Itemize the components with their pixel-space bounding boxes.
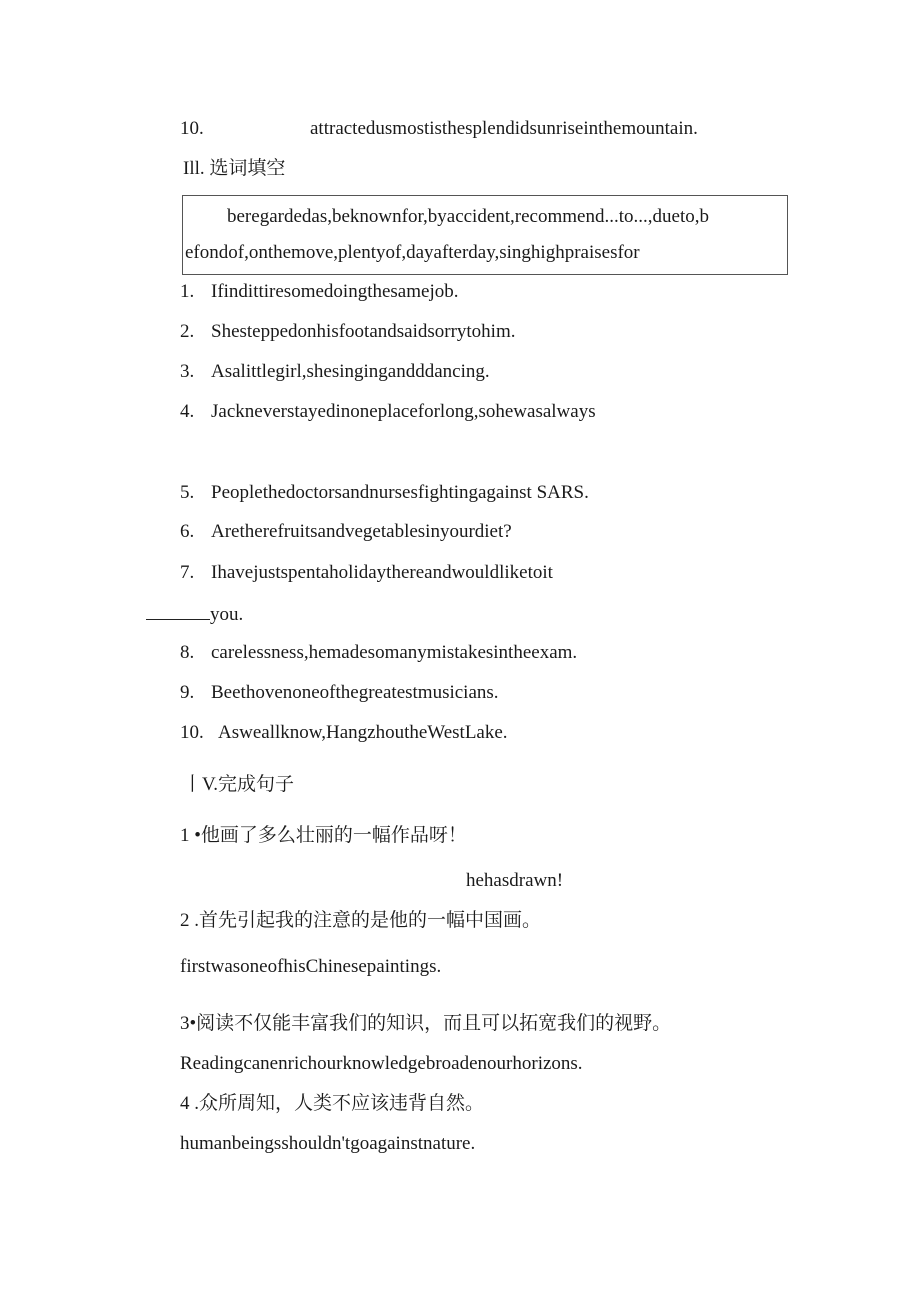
list-item — [180, 681, 499, 705]
item-text: Shesteppedonhisfootandsaidsorrytohim. — [211, 321, 516, 342]
en-sentence: Readingcanenrichourknowledgebroadenourhorizons. — [180, 1053, 583, 1074]
section-heading-3: Ill. 选词填空 — [183, 158, 286, 179]
item-7-continuation — [146, 601, 243, 627]
item-text: carelessness,hemadesomanymistakesintheexam. — [211, 642, 578, 663]
item-number: 3. — [180, 361, 195, 382]
item-text: you. — [210, 604, 244, 625]
list-item — [180, 360, 490, 384]
item-number: 10. — [180, 722, 204, 743]
word-bank-box — [182, 195, 788, 275]
section-heading-4: 丨V.完成句子 — [183, 774, 295, 795]
en-sentence: firstwasoneofhisChinesepaintings. — [180, 956, 442, 977]
list-item — [180, 320, 516, 344]
en-sentence: hehasdrawn! — [466, 870, 564, 891]
item-number: 5. — [180, 482, 195, 503]
item-text: Asalittlegirl,shesingingandddancing. — [211, 361, 490, 382]
list-item — [180, 561, 553, 585]
item-number: 2. — [180, 321, 195, 342]
item-number: 1. — [180, 281, 195, 302]
item-text: Beethovenoneofthegreatestmusicians. — [211, 682, 499, 703]
item-text: Ifindittiresomedoingthesamejob. — [211, 281, 459, 302]
word-bank-line-2: efondof,onthemove,plentyof,dayafterday,singhighpraisesfor — [185, 242, 640, 263]
answer-blank — [146, 601, 210, 620]
prev-item-10 — [180, 117, 204, 141]
word-bank-line-1: beregardedas,beknownfor,byaccident,recommend...to...,dueto,b — [227, 206, 709, 227]
item-number: 7. — [180, 562, 195, 583]
cn-sentence: 1 •他画了多么壮丽的一幅作品呀！ — [180, 825, 467, 846]
prev-item-10-text: attractedusmostisthesplendidsunriseinthemountain. — [310, 118, 698, 139]
item-number: 9. — [180, 682, 195, 703]
item-text: Aretherefruitsandvegetablesinyourdiet? — [211, 521, 512, 542]
item-text: Ihavejustspentaholidaythereandwouldliketoit — [211, 562, 553, 583]
item-text: Peoplethedoctorsandnursesfightingagainst SARS. — [211, 482, 589, 503]
cn-sentence: 3•阅读不仅能丰富我们的知识，而且可以拓宽我们的视野。 — [180, 1013, 672, 1034]
item-number: 4. — [180, 401, 195, 422]
item-number: 6. — [180, 521, 195, 542]
list-item — [180, 641, 577, 665]
list-item — [180, 520, 512, 544]
item-number: 8. — [180, 642, 195, 663]
list-item — [180, 481, 589, 505]
item-text: Jackneverstayedinoneplaceforlong,sohewasalways — [211, 401, 596, 422]
cn-sentence: 4 .众所周知，人类不应该违背自然。 — [180, 1093, 485, 1114]
list-item — [180, 280, 458, 304]
list-item — [180, 721, 508, 745]
list-item — [180, 400, 596, 424]
item-number: 10. — [180, 118, 204, 139]
item-text: Asweallknow,HangzhoutheWestLake. — [218, 722, 508, 743]
cn-sentence: 2 .首先引起我的注意的是他的一幅中国画。 — [180, 910, 542, 931]
en-sentence: humanbeingsshouldn'tgoagainstnature. — [180, 1133, 476, 1154]
